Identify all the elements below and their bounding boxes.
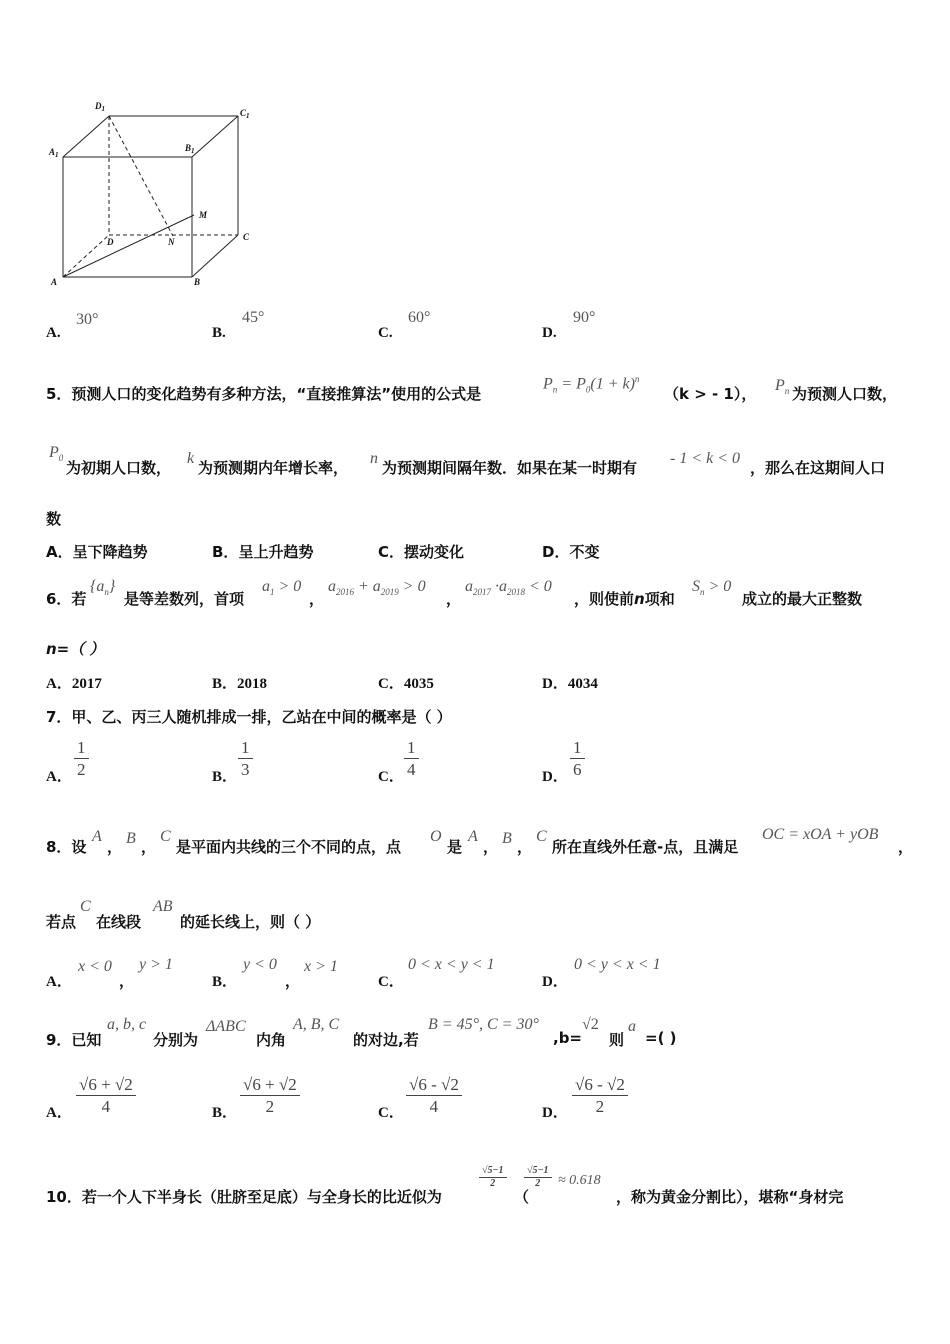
q8-point-b: B bbox=[126, 830, 136, 847]
q8-option-c-p1: 0 < x < y < 1 bbox=[408, 956, 495, 973]
q9-text-4: 的对边,若 bbox=[353, 1031, 419, 1049]
q8-sep-2: ， bbox=[141, 838, 157, 856]
q8-point-c: C bbox=[160, 828, 171, 845]
q6-text-4: 成立的最大正整数 bbox=[742, 590, 863, 608]
q5-n: n bbox=[370, 450, 378, 467]
q9-option-c-fraction: $\frac{√6 - √2}{4}$ bbox=[406, 1075, 462, 1118]
q8-point-a2: A bbox=[468, 828, 478, 845]
q8-point-c2: C bbox=[536, 828, 547, 845]
q10-fraction-2: $\frac{√5-1}{2}$ bbox=[524, 1165, 552, 1190]
q7-option-a-fraction: $\frac{1}{2}$ bbox=[74, 738, 89, 781]
q5-text-6: ，那么在这期间人口 bbox=[750, 459, 886, 477]
q8-option-b-p1: y < 0 bbox=[243, 956, 277, 973]
q7-option-d-letter: D． bbox=[542, 769, 568, 785]
q7-option-b-letter: B． bbox=[212, 769, 238, 785]
q8-option-b-comma: ， bbox=[285, 972, 301, 990]
q9-angles-abc: A, B, C bbox=[293, 1016, 340, 1033]
q6-text-1: 6．若 bbox=[46, 590, 87, 608]
q4-option-a-value: 30° bbox=[76, 311, 99, 328]
q8-sep-3: ， bbox=[483, 838, 499, 856]
q8-text-2: 是平面内共线的三个不同的点，点 bbox=[176, 838, 402, 856]
q8-option-b-letter: B． bbox=[212, 974, 238, 990]
q7-text: 7．甲、乙、丙三人随机排成一排，乙站在中间的概率是（ ） bbox=[46, 708, 452, 726]
q9-abc: a, b, c bbox=[107, 1016, 147, 1033]
q10-text-2: ，称为黄金分割比），堪称“身材完 bbox=[616, 1188, 844, 1206]
q8-option-a-letter: A． bbox=[46, 974, 72, 990]
q6-blank: n=（ ） bbox=[46, 640, 105, 658]
q8-text-1: 8．设 bbox=[46, 838, 87, 856]
q4-option-d-value: 90° bbox=[573, 309, 596, 326]
q10-approx: ≈ 0.618 bbox=[558, 1173, 601, 1188]
q5-text-7: 数 bbox=[46, 510, 62, 528]
q10-paren: （ bbox=[514, 1188, 530, 1206]
q9-angles: B = 45°, C = 30° bbox=[428, 1016, 539, 1033]
q9-option-a-fraction: $\frac{√6 + √2}{4}$ bbox=[76, 1075, 136, 1118]
q5-pn: $P_n$ bbox=[775, 377, 790, 397]
q8-sep-4: ， bbox=[517, 838, 533, 856]
q9-text-5: ,b= bbox=[553, 1029, 583, 1047]
q9-text-6: 则 bbox=[609, 1031, 625, 1049]
q8-text-7: 的延长线上，则（ ） bbox=[180, 913, 321, 931]
q8-point-o: O bbox=[430, 828, 442, 845]
label-a1: $A_1$ bbox=[49, 147, 59, 159]
q8-option-b-p2: x > 1 bbox=[304, 958, 338, 975]
q5-option-c: C．摆动变化 bbox=[378, 543, 465, 561]
q6-option-c: C．4035 bbox=[378, 676, 434, 692]
q6-option-b: B．2018 bbox=[212, 676, 268, 692]
q9-text-2: 分别为 bbox=[153, 1031, 199, 1049]
q9-option-a-letter: A． bbox=[46, 1105, 72, 1121]
q6-cond-1: $a_1 > 0$ bbox=[262, 578, 302, 598]
q8-point-a: A bbox=[92, 828, 102, 845]
q6-text-2: 是等差数列，首项 bbox=[124, 590, 245, 608]
q9-option-d-letter: D． bbox=[542, 1105, 568, 1121]
q5-k: k bbox=[187, 450, 195, 467]
q4-option-c-value: 60° bbox=[408, 309, 431, 326]
q9-b-value: √2 bbox=[582, 1016, 599, 1033]
q8-point-b2: B bbox=[502, 830, 512, 847]
q7-option-b-fraction: $\frac{1}{3}$ bbox=[238, 738, 253, 781]
q7-option-c-letter: C． bbox=[378, 769, 404, 785]
q9-option-c-letter: C． bbox=[378, 1105, 404, 1121]
q6-comma-2: ， bbox=[446, 590, 462, 608]
q4-option-d-letter: D. bbox=[542, 325, 557, 341]
q8-option-c-letter: C． bbox=[378, 974, 404, 990]
q8-point-c3: C bbox=[80, 898, 91, 915]
q8-sep-1: ， bbox=[107, 838, 123, 856]
q8-text-6: 在线段 bbox=[96, 913, 142, 931]
q8-text-5: 若点 bbox=[46, 913, 77, 931]
q5-p0: $P_0$ bbox=[49, 444, 64, 464]
q10-text-1: 10．若一个人下半身长（肚脐至足底）与全身长的比近似为 bbox=[46, 1188, 442, 1206]
q9-triangle: ΔABC bbox=[206, 1018, 246, 1035]
q6-cond-2: $a_{2016} + a_{2019} > 0$ bbox=[328, 578, 426, 598]
q9-text-1: 9．已知 bbox=[46, 1031, 102, 1049]
q10-fraction-1: $\frac{√5-1}{2}$ bbox=[479, 1165, 507, 1190]
q5-option-b: B．呈上升趋势 bbox=[212, 543, 314, 561]
cube-figure bbox=[40, 95, 270, 295]
q5-text-4: 为预测期内年增长率， bbox=[198, 459, 349, 477]
label-n: N bbox=[168, 237, 175, 247]
q4-option-c-letter: C. bbox=[378, 325, 393, 341]
q9-a-var: a bbox=[628, 1018, 636, 1035]
q9-option-d-fraction: $\frac{√6 - √2}{2}$ bbox=[572, 1075, 628, 1118]
q7-option-a-letter: A． bbox=[46, 769, 72, 785]
q6-sequence: $\{a_n\}$ bbox=[90, 578, 116, 598]
q5-text-2: 为预测人口数， bbox=[792, 385, 898, 403]
q6-text-3: ，则使前n项和 bbox=[574, 590, 675, 608]
q8-option-d-letter: D． bbox=[542, 974, 568, 990]
label-a: A bbox=[51, 277, 58, 287]
q8-equation: OC = xOA + yOB bbox=[762, 826, 879, 843]
label-d1: $D_1$ bbox=[95, 101, 105, 113]
q8-segment-ab: AB bbox=[153, 898, 173, 915]
q5-condition: （k > - 1）， bbox=[664, 385, 757, 403]
q9-text-7: =( ) bbox=[645, 1029, 677, 1047]
q8-text-4: 所在直线外任意-点，且满足 bbox=[552, 838, 739, 856]
q9-text-3: 内角 bbox=[256, 1031, 287, 1049]
q4-option-b-letter: B. bbox=[212, 325, 226, 341]
q6-option-d: D．4034 bbox=[542, 676, 598, 692]
q5-text-3: 为初期人口数， bbox=[66, 459, 172, 477]
q8-option-d-p1: 0 < y < x < 1 bbox=[574, 956, 661, 973]
q5-text-1: 5．预测人口的变化趋势有多种方法，“直接推算法”使用的公式是 bbox=[46, 385, 482, 403]
q5-range: - 1 < k < 0 bbox=[670, 450, 741, 467]
q9-option-b-letter: B． bbox=[212, 1105, 238, 1121]
label-b1: $B_1$ bbox=[185, 143, 195, 155]
q5-text-5: 为预测期间隔年数．如果在某一时期有 bbox=[382, 459, 638, 477]
q6-cond-3: $a_{2017} \cdot a_{2018} < 0$ bbox=[465, 578, 552, 598]
label-d: D bbox=[107, 237, 114, 247]
q4-option-a-letter: A. bbox=[46, 325, 61, 341]
q4-option-b-value: 45° bbox=[242, 309, 265, 326]
q7-option-c-fraction: $\frac{1}{4}$ bbox=[404, 738, 419, 781]
q5-option-d: D．不变 bbox=[542, 543, 600, 561]
label-c: C bbox=[243, 232, 250, 242]
q6-sn: $S_n > 0$ bbox=[692, 578, 732, 598]
q8-option-a-p2: y > 1 bbox=[139, 956, 173, 973]
q8-text-3: 是 bbox=[447, 838, 463, 856]
q8-comma: ， bbox=[898, 838, 914, 856]
q8-option-a-p1: x < 0 bbox=[78, 958, 112, 975]
label-b: B bbox=[194, 277, 201, 287]
q5-option-a: A．呈下降趋势 bbox=[46, 543, 148, 561]
q9-option-b-fraction: $\frac{√6 + √2}{2}$ bbox=[240, 1075, 300, 1118]
q7-option-d-fraction: $\frac{1}{6}$ bbox=[570, 738, 585, 781]
q8-option-a-comma: ， bbox=[119, 972, 135, 990]
label-c1: $C_1$ bbox=[240, 108, 250, 120]
label-m: M bbox=[199, 210, 208, 220]
q6-option-a: A．2017 bbox=[46, 676, 102, 692]
q6-comma-1: ， bbox=[309, 590, 325, 608]
q5-formula: $P_n = P_0(1 + k)^n$ bbox=[543, 374, 640, 395]
